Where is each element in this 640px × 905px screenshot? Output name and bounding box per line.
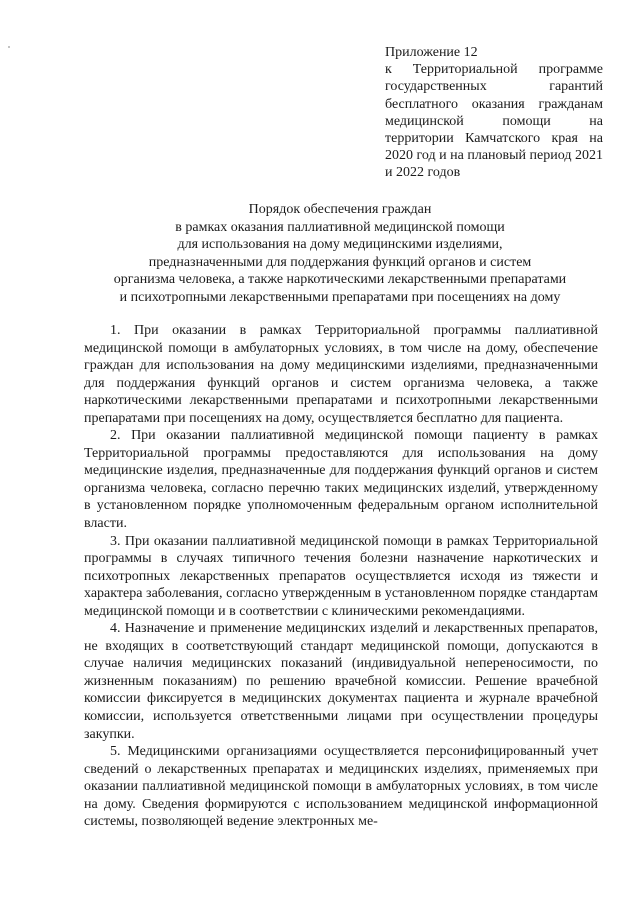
title-line: организма человека, а также наркотическими лекарственными препаратами <box>113 272 567 288</box>
document-title <box>70 201 610 307</box>
paragraph-1: 1. При оказании в рамках Территориальной программы паллиативной медицинской помощи в амбулаторных условиях, в том числе на дому, обеспечение граждан для использования на дому медицинскими изделиями, предназначенными для поддержания функций органов и систем организма человека, а также наркотическими лекарственными препаратами и психотропными лекарственными препаратами при посещениях на дому, осуществляется бесплатно для пациента. <box>84 323 598 426</box>
paragraph-3: 3. При оказании паллиативной медицинской помощи в рамках Территориальной программы в случаях типичного течения болезни назначение наркотических и психотропных лекарственных препаратов осуществляется исходя из тяжести и характера заболевания, согласно утвержденным в установленном порядке стандартам медицинской помощи и в соответствии с клиническими рекомендациями. <box>84 533 598 619</box>
paragraph-2: 2. При оказании паллиативной медицинской помощи пациенту в рамках Территориальной программы предоставляются для использования на дому медицинские изделия, предназначенные для поддержания функций органов и систем организма человека, согласно перечню таких медицинских изделий, утвержденному в установленном порядке уполномоченным федеральным органом исполнительной власти. <box>84 428 598 532</box>
paragraph-4: 4. Назначение и применение медицинских изделий и лекарственных препаратов, не входящих в соответствующий стандарт медицинской помощи, допускаются в случае наличия медицинских показаний (индивидуальной непереносимости, по жизненным показаниям) по решению врачебной комиссии. Решение врачебной комиссии фиксируется в медицинских документах пациента и журнале врачебной комиссии, используется ответственными лицами при осуществлении процедуры закупки. <box>84 621 598 742</box>
appendix-block <box>385 44 603 182</box>
appendix-title: Приложение 12 <box>385 45 478 60</box>
title-line: и психотропными лекарственными препаратами при посещениях на дому <box>119 289 561 305</box>
scan-dot <box>8 46 10 48</box>
title-line: предназначенными для поддержания функций органов и систем <box>148 254 532 270</box>
appendix-text: к Территориальной программе государственных гарантий бесплатного оказания гражданам медицинской помощи на территории Камчатского края на 2020 год и на плановый период 2021 и 2022 годов <box>385 62 603 181</box>
title-line: для использования на дому медицинскими изделиями, <box>177 237 503 253</box>
title-line: Порядок обеспечения граждан <box>248 202 432 217</box>
document-body <box>84 322 598 831</box>
title-line: в рамках оказания паллиативной медицинской помощи <box>175 219 505 235</box>
paragraph-5: 5. Медицинскими организациями осуществляется персонифицированный учет сведений о лекарственных препаратах и медицинских изделиях, применяемых при оказании паллиативной медицинской помощи в амбулаторных условиях, в том числе на дому. Сведения формируются с использованием медицинской информационной системы, позволяющей ведение электронных ме- <box>84 744 598 830</box>
